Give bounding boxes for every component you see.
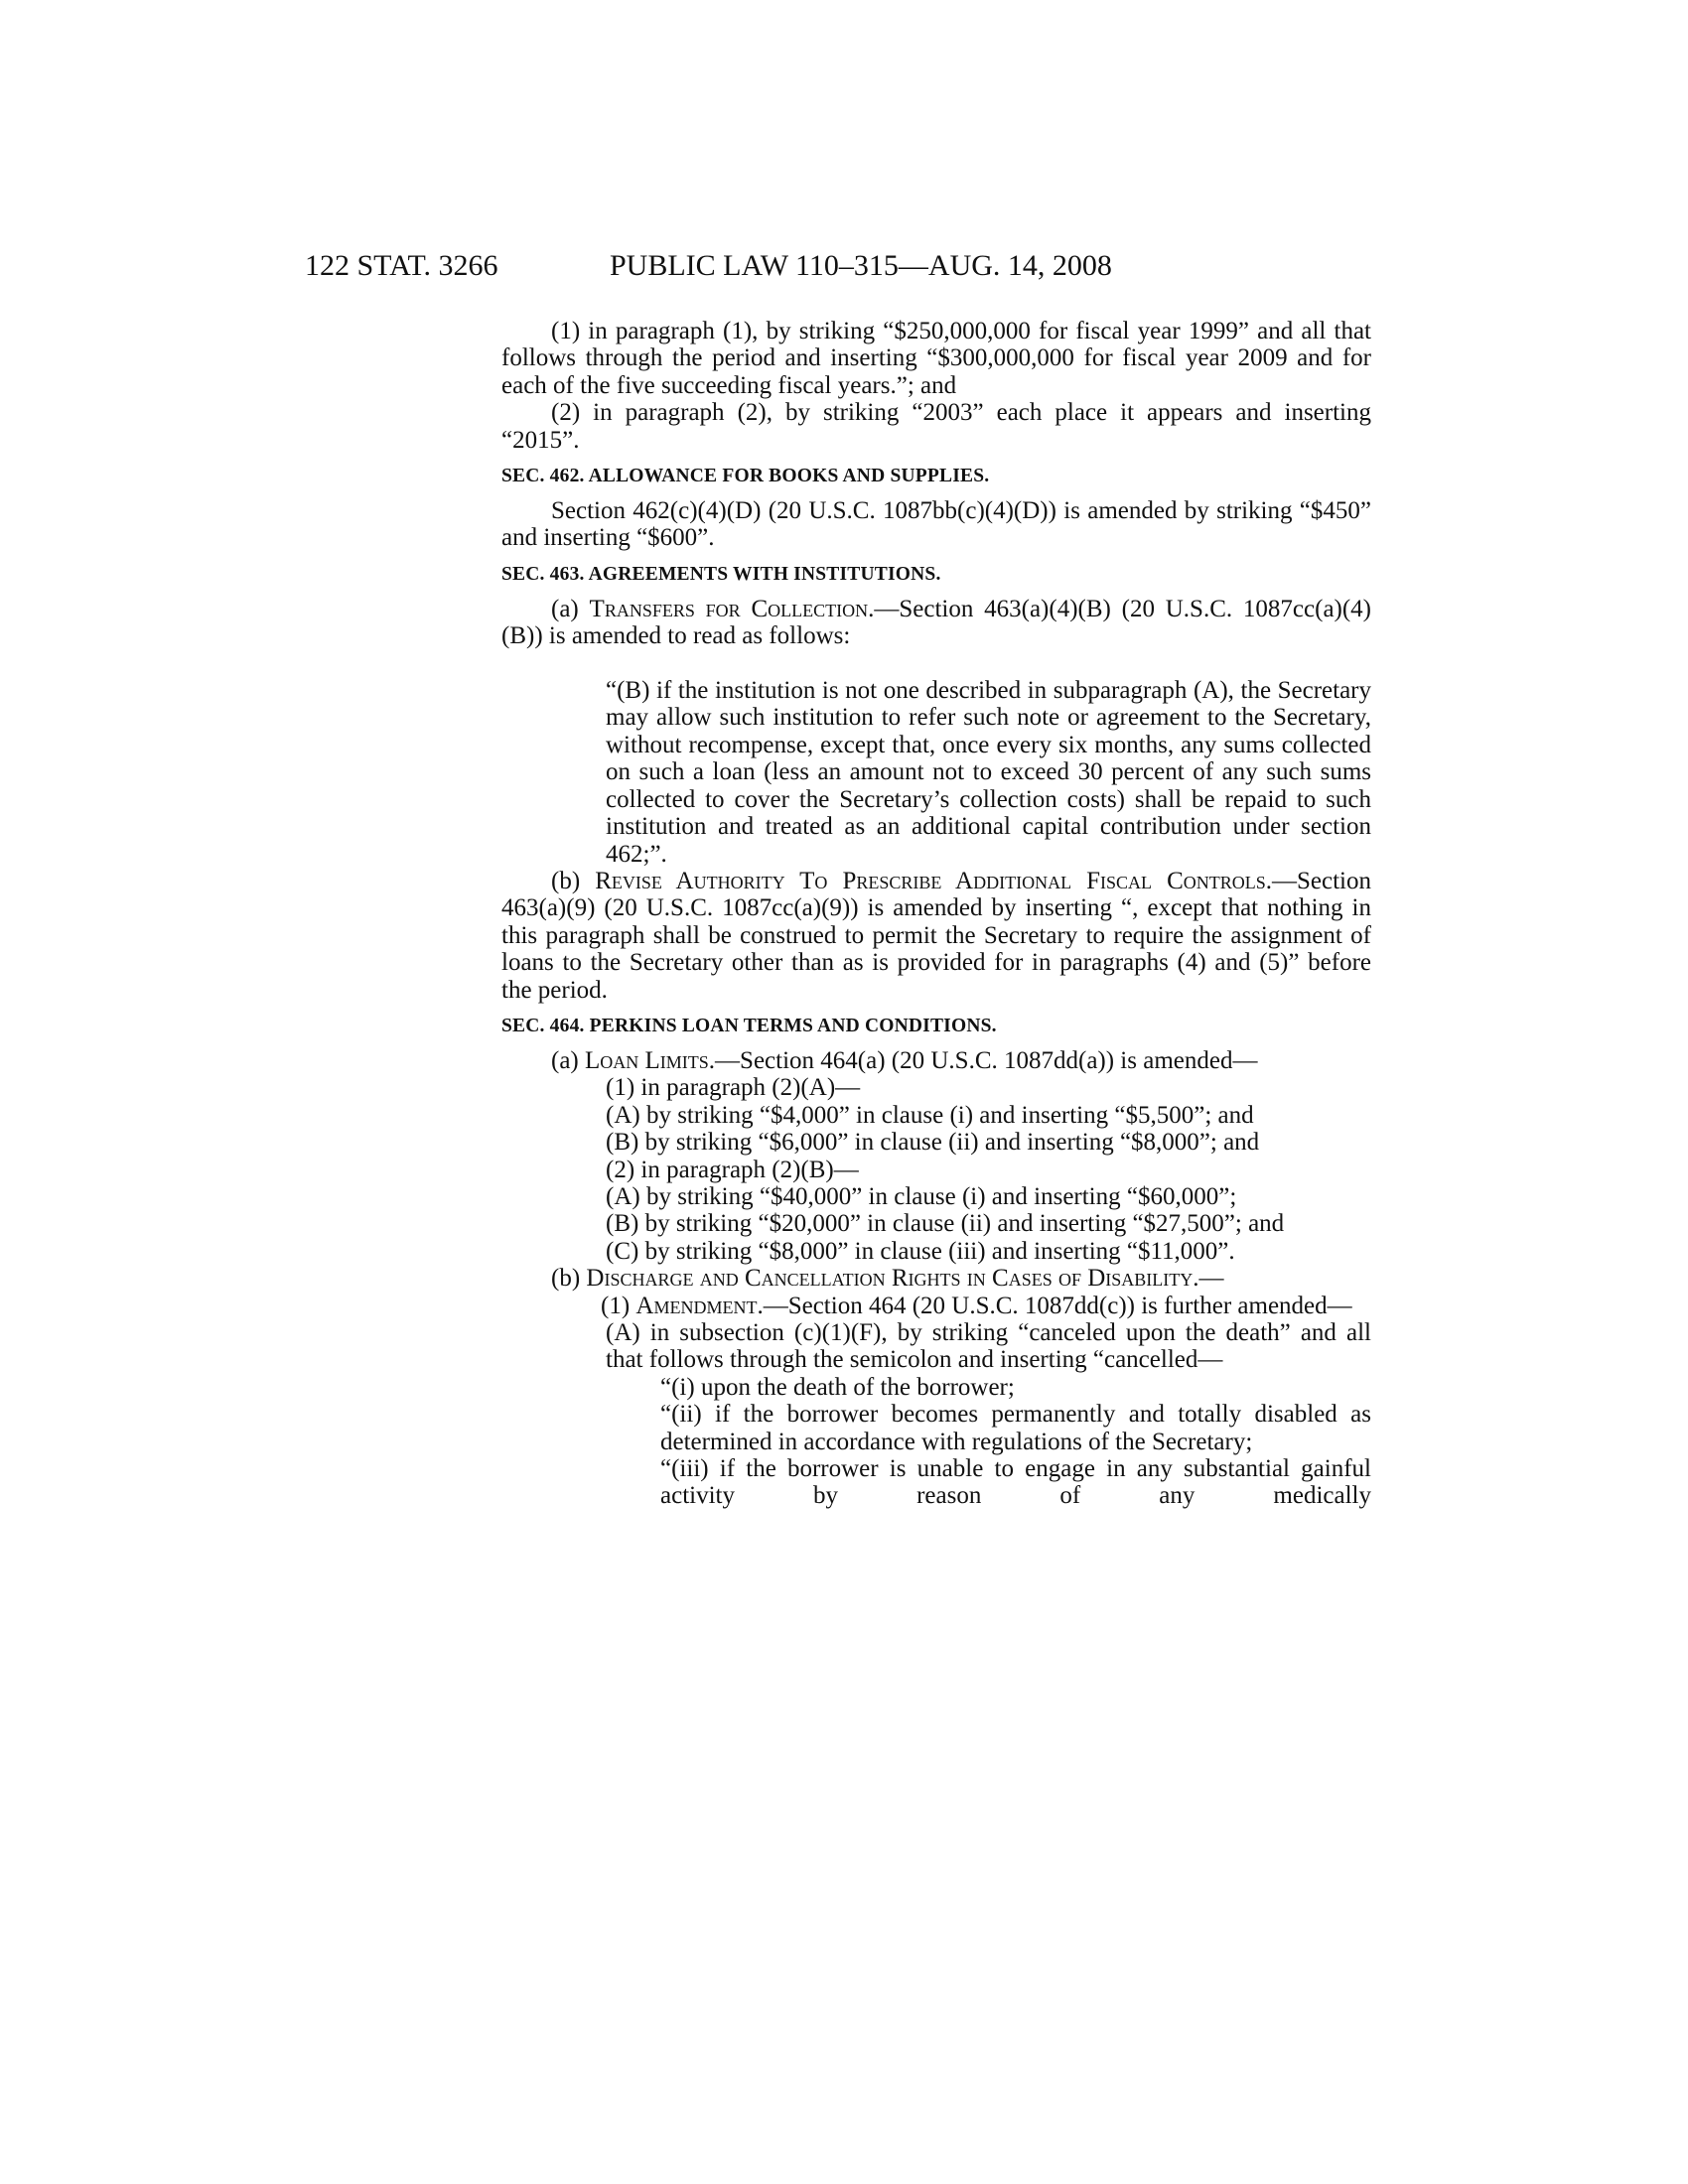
sec464-heading: SEC. 464. PERKINS LOAN TERMS AND CONDITIONS. — [501, 1015, 997, 1036]
sec464-a2-B-text: (B) by striking “$20,000” in clause (ii) and inserting “$27,500”; and — [606, 1210, 1285, 1238]
sec464-a-paragraph-2: (2) in paragraph (2)(B)— — [606, 1156, 859, 1183]
sec464-a-paragraph-1: (1) in paragraph (2)(A)— — [606, 1074, 861, 1102]
sec463-b-text: —Section 463(a)(9) (20 U.S.C. 1087cc(a)(9)) is amended by inserting “, except that nothing in this paragraph shall be construed to permit the Secretary to require the assignment of loans to the Secretary other than as is provided for in paragraphs (4) and (5)” before the period. — [501, 867, 1372, 1004]
sec464-a-caption: Loan Limits. — [585, 1046, 716, 1074]
sec464-b-paragraph-1 — [551, 1293, 1371, 1319]
sec464-a1-A — [606, 1102, 1371, 1129]
sec462-text: Section 462(c)(4)(D) (20 U.S.C. 1087bb(c)(4)(D)) is amended by striking “$450” and inserting “$600”. — [501, 497, 1371, 552]
sec464-subsection-b — [501, 1265, 1371, 1292]
sec464-b1-A-iii-text: “(iii) if the borrower is unable to engage in any substantial gainful activity by reason of any medically — [660, 1455, 1371, 1510]
sec461-paragraph-1: (1) in paragraph (1), by striking “$250,000,000 for fiscal year 1999” and all that follows through the period and inserting “$300,000,000 for fiscal year 2009 and for each of the five succeeding fiscal years.”; and — [501, 318, 1371, 399]
sec464-a2-C-text: (C) by striking “$8,000” in clause (iii) and inserting “$11,000”. — [606, 1237, 1235, 1265]
sec464-b-dash: — — [1198, 1265, 1224, 1293]
sec464-b1-label: (1) — [601, 1292, 631, 1319]
sec463-a-quoted-text — [606, 650, 1371, 868]
sec464-b1-caption: Amendment. — [635, 1292, 764, 1319]
sec464-b1-A-i-text: “(i) upon the death of the borrower; — [660, 1373, 1015, 1401]
sec464-b1-A-text: (A) in subsection (c)(1)(F), by striking “canceled upon the death” and all that follows through the semicolon and inserting “cancelled— — [606, 1319, 1371, 1374]
page-body — [501, 318, 1371, 1510]
sec463-a-quote: “(B) if the institution is not one described in subparagraph (A), the Secretary may allow such institution to refer such note or agreement to the Secretary, without recompense, except that, once every six months, any sums collected on such a loan (less an amount not to exceed 30 percent of any such sums collected to cover the Secretary’s collection costs) shall be repaid to such institution and treated as an additional capital contribution under section 462;”. — [606, 677, 1371, 868]
sec463-a-label: (a) — [551, 595, 579, 622]
sec463-a-caption: Transfers for Collection. — [589, 595, 875, 622]
sec463-subsection-a — [501, 596, 1371, 650]
sec464-b1-text: —Section 464 (20 U.S.C. 1087dd(c)) is further amended— — [763, 1292, 1352, 1319]
sec464-a2-C — [606, 1238, 1371, 1265]
sec464-b-caption: Discharge and Cancellation Rights in Cases of Disability. — [586, 1265, 1199, 1293]
sec464-a-text: —Section 464(a) (20 U.S.C. 1087dd(a)) is amended— — [715, 1046, 1258, 1074]
sec463-a-text: —Section 463(a)(4)(B) (20 U.S.C. 1087cc(a)(4)(B)) is amended to read as follows: — [501, 595, 1372, 650]
public-law-title: PUBLIC LAW 110–315—AUG. 14, 2008 — [610, 249, 1112, 282]
sec464-a2-B — [606, 1210, 1371, 1237]
sec464-a1-B — [606, 1129, 1371, 1156]
sec463-heading: SEC. 463. AGREEMENTS WITH INSTITUTIONS. — [501, 563, 941, 585]
sec463-b-label: (b) — [551, 867, 581, 894]
sec464-b1-A — [606, 1319, 1371, 1374]
sec463-subsection-b — [501, 868, 1371, 1004]
sec461-paragraph-2: (2) in paragraph (2), by striking “2003” each place it appears and inserting “2015”. — [501, 399, 1371, 454]
sec464-a-label: (a) — [551, 1046, 579, 1074]
sec464-a2-A-text: (A) by striking “$40,000” in clause (i) and inserting “$60,000”; — [606, 1182, 1237, 1210]
sec464-subsection-a — [501, 1047, 1371, 1074]
sec464-a2-A — [606, 1183, 1371, 1210]
sec464-b1-A-ii-text: “(ii) if the borrower becomes permanently and totally disabled as determined in accordance with regulations of the Secretary; — [660, 1401, 1371, 1455]
sec464-b1-A-clause-iii — [660, 1455, 1371, 1510]
sec464-b1-A-clause-i — [660, 1374, 1371, 1401]
statute-page-number: 122 STAT. 3266 — [305, 249, 498, 282]
sec464-a1-B-text: (B) by striking “$6,000” in clause (ii) and inserting “$8,000”; and — [606, 1129, 1260, 1157]
sec464-a1-A-text: (A) by striking “$4,000” in clause (i) and inserting “$5,500”; and — [606, 1101, 1254, 1129]
sec464-b-label: (b) — [551, 1265, 581, 1293]
sec462-heading: SEC. 462. ALLOWANCE FOR BOOKS AND SUPPLIES. — [501, 466, 990, 487]
sec463-b-caption: Revise Authority To Prescribe Additional Fiscal Controls. — [595, 867, 1273, 894]
sec464-b1-A-clause-ii — [660, 1401, 1371, 1455]
